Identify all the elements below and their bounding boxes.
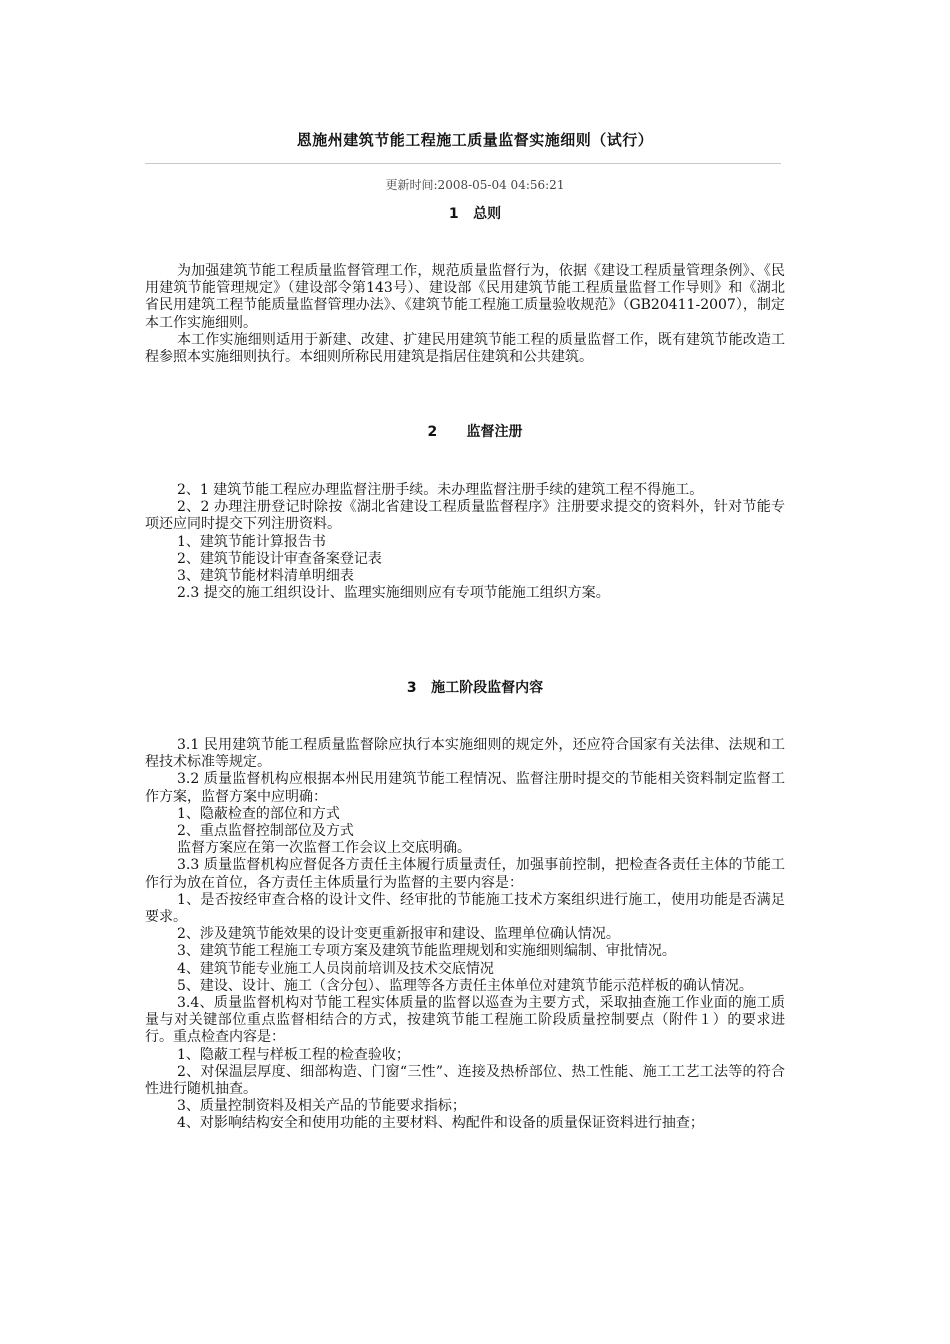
update-time: 更新时间:2008-05-04 04:56:21 xyxy=(385,178,565,192)
paragraph: 为加强建筑节能工程质量监督管理工作，规范质量监督行为，依据《建设工程质量管理条例》、《民用建筑节能管理规定》（建设部令第143号）、建设部《民用建筑节能工程质量监督工作导则》和《湖北省民用建筑工程节能质量监督管理办法》、《建筑节能工程施工质量验收规范》（GB20411-2007），制定本工作实施细则。 xyxy=(145,263,785,331)
section-body-general xyxy=(145,263,785,366)
paragraph: 2.3 提交的施工组织设计、监理实施细则应有专项节能施工组织方案。 xyxy=(177,585,610,602)
paragraph: 2、1 建筑节能工程应办理监督注册手续。未办理监督注册手续的建筑工程不得施工。 xyxy=(177,482,704,498)
list-item: 1、是否按经审查合格的设计文件、经审批的节能施工技术方案组织进行施工，使用功能是否满足要求。 xyxy=(145,891,785,926)
list-item: 1、建筑节能计算报告书 xyxy=(177,533,326,550)
list-item: 1、隐蔽检查的部位和方式 xyxy=(177,805,340,822)
list-item: 4、建筑节能专业施工人员岗前培训及技术交底情况 xyxy=(177,960,494,977)
list-item: 4、对影响结构安全和使用功能的主要材料、构配件和设备的质量保证资料进行抽查； xyxy=(177,1115,704,1132)
paragraph: 2、2 办理注册登记时除按《湖北省建设工程质量监督程序》注册要求提交的资料外，针对节能专项还应同时提交下列注册资料。 xyxy=(145,499,785,533)
paragraph: 3.2 质量监督机构应根据本州民用建筑节能工程情况、监督注册时提交的节能相关资料制定监督工作方案，监督方案中应明确： xyxy=(145,771,785,805)
section-body-construction xyxy=(145,737,785,1133)
list-item: 5、建设、设计、施工（含分包）、监理等各方责任主体单位对建筑节能示范样板的确认情况。 xyxy=(177,977,753,994)
list-item: 3、建筑节能工程施工专项方案及建筑节能监理规划和实施细则编制、审批情况。 xyxy=(177,943,676,960)
paragraph: 3.1 民用建筑节能工程质量监督除应执行本实施细则的规定外，还应符合国家有关法律、法规和工程技术标准等规定。 xyxy=(145,737,785,771)
section-heading-construction: 3 施工阶段监督内容 xyxy=(406,680,544,696)
list-item: 1、隐蔽工程与样板工程的检查验收； xyxy=(177,1046,410,1063)
list-item: 2、对保温层厚度、细部构造、门窗“三性”、连接及热桥部位、热工性能、施工工艺工法等的符合性进行随机抽查。 xyxy=(145,1063,785,1098)
list-item: 3、质量控制资料及相关产品的节能要求指标； xyxy=(177,1098,466,1115)
section-heading-general: 1 总则 xyxy=(448,206,502,222)
title-divider xyxy=(145,163,781,164)
paragraph: 监督方案应在第一次监督工作会议上交底明确。 xyxy=(177,840,471,857)
list-item: 3、建筑节能材料清单明细表 xyxy=(177,568,354,585)
section-heading-registration: 2 监督注册 xyxy=(427,424,523,440)
paragraph: 3.4、质量监督机构对节能工程实体质量的监督以巡查为主要方式，采取抽查施工作业面的施工质量与对关键部位重点监督相结合的方式，按建筑节能工程施工阶段质量控制要点（附件１）的要求进行。重点检查内容是： xyxy=(145,995,785,1046)
list-item: 2、建筑节能设计审查备案登记表 xyxy=(177,550,382,567)
paragraph: 本工作实施细则适用于新建、改建、扩建民用建筑节能工程的质量监督工作，既有建筑节能改造工程参照本实施细则执行。本细则所称民用建筑是指居住建筑和公共建筑。 xyxy=(145,331,785,366)
list-item: 2、重点监督控制部位及方式 xyxy=(177,823,354,840)
document-title: 恩施州建筑节能工程施工质量监督实施细则（试行） xyxy=(296,131,654,149)
list-item: 2、涉及建筑节能效果的设计变更重新报审和建设、监理单位确认情况。 xyxy=(177,926,620,943)
paragraph: 3.3 质量监督机构应督促各方责任主体履行质量责任，加强事前控制，把检查各责任主体的节能工作行为放在首位，各方责任主体质量行为监督的主要内容是： xyxy=(145,857,785,891)
section-body-registration xyxy=(145,482,785,602)
